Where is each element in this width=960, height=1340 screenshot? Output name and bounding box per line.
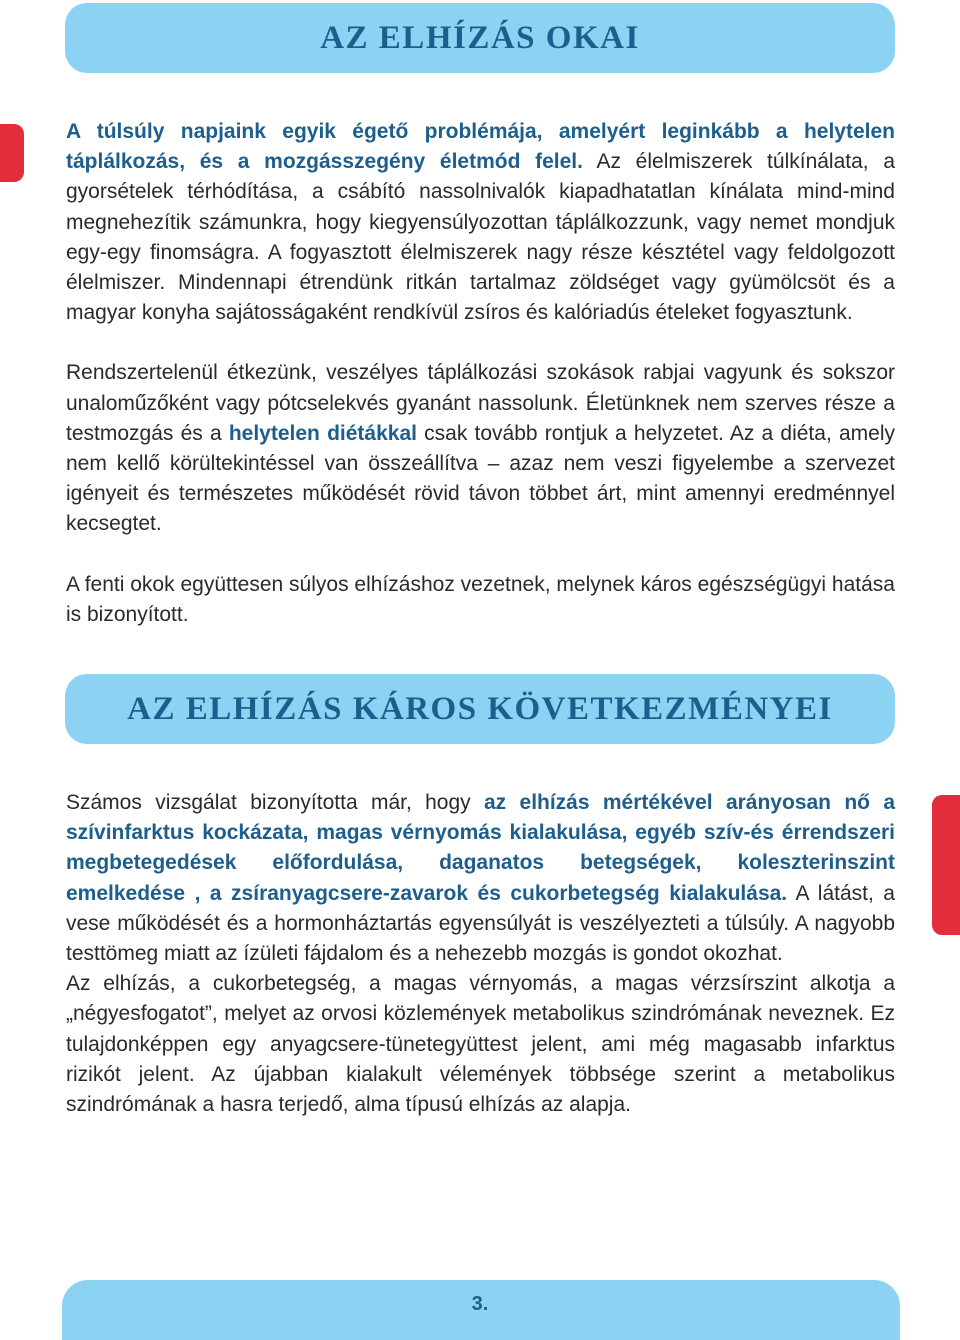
- paragraph-consequences-2: Az elhízás, a cukorbetegség, a magas vérnyomás, a magas vérzsírszint alkotja a „négyesfogatot”, melyet az orvosi közlemények metabolikus szindrómának neveznek. Ez tulajdonképpen egy anyagcsere-tünetegyüttest jelent, ami még magasabb infarktus rizikót jelent. Az újabban kialakult vélemények többsége szerint a metabolikus szindrómának a hasra terjedő, alma típusú elhízás az alapja.: [66, 972, 895, 1117]
- paragraph-causes-3: A fenti okok együttesen súlyos elhízáshoz vezetnek, melynek káros egészségügyi hatása is bizonyított.: [66, 572, 895, 626]
- highlight-text: az elhízás mértékével arányosan nő a szívinfarktus kockázata, magas vérnyomás kialakulása, egyéb szív-és érrendszeri megbetegedések előfordulása, daganatos betegségek, koleszterinszint emelkedése , a zsíranyagcsere-zavarok és cukorbetegség kialakulása.: [66, 791, 895, 905]
- paragraph-text: Az élelmiszerek túlkínálata, a gyorsételek térhódítása, a csábító nassolnivalók kiapadhatatlan kínálata mind-mind megnehezítik számunkra, hogy kiegyensúlyozottan táplálkozzunk, vagy nemet mondjuk egy-egy finomságra. A fogyasztott élelmiszerek nagy része késztétel vagy feldolgozott élelmiszer. Mindennapi étrendünk ritkán tartalmaz zöldséget vagy gyümölcsöt és a magyar konyha sajátosságaként rendkívül zsíros és kalóriadús ételeket fogyasztunk.: [66, 150, 895, 325]
- section-heading-consequences: AZ ELHÍZÁS KÁROS KÖVETKEZMÉNYEI: [127, 690, 833, 727]
- paragraph-causes-2: [66, 358, 895, 539]
- highlight-text: helytelen diétákkal: [228, 421, 417, 445]
- lead-text: A túlsúly napjaink egyik égető problémája, amelyért leginkább a helytelen táplálkozás, és a mozgásszegény életmód felel.: [66, 120, 895, 174]
- red-side-tab-left: [0, 124, 24, 182]
- paragraph-text: csak tovább rontjuk a helyzetet. Az a diéta, amely nem kellő körültekintéssel van összeállítva – azaz nem veszi figyelembe a szervezet igényeit és természetes működését rövid távon többet árt, mint amennyi eredménnyel kecsegtet.: [66, 421, 895, 536]
- section-banner-causes: [65, 3, 895, 73]
- page-number: 3.: [471, 1293, 489, 1315]
- paragraph-text: A látást, a vese működését és a hormonháztartás egyensúlyát is veszélyezteti a túlsúly. A nagyobb testtömeg miatt az ízületi fájdalom és a nehezebb mozgás is gondot okozhat.: [66, 881, 895, 966]
- red-side-tab-right: [932, 795, 960, 935]
- section-body-consequences: [66, 788, 895, 1120]
- section-heading-causes: AZ ELHÍZÁS OKAI: [320, 19, 640, 56]
- paragraph-consequences-1: [66, 788, 895, 969]
- paragraph-text: Rendszertelenül étkezünk, veszélyes táplálkozási szokások rabjai vagyunk és sokszor unalomű̋zőként vagy pótcselekvés gyanánt nassolunk. Életünknek nem szerves része a testmozgás és a: [66, 361, 895, 445]
- paragraph-text: Számos vizsgálat bizonyította már, hogy: [66, 791, 484, 814]
- paragraph-causes-1: [66, 117, 895, 328]
- section-body-causes: [66, 117, 895, 630]
- section-banner-consequences: [65, 674, 895, 744]
